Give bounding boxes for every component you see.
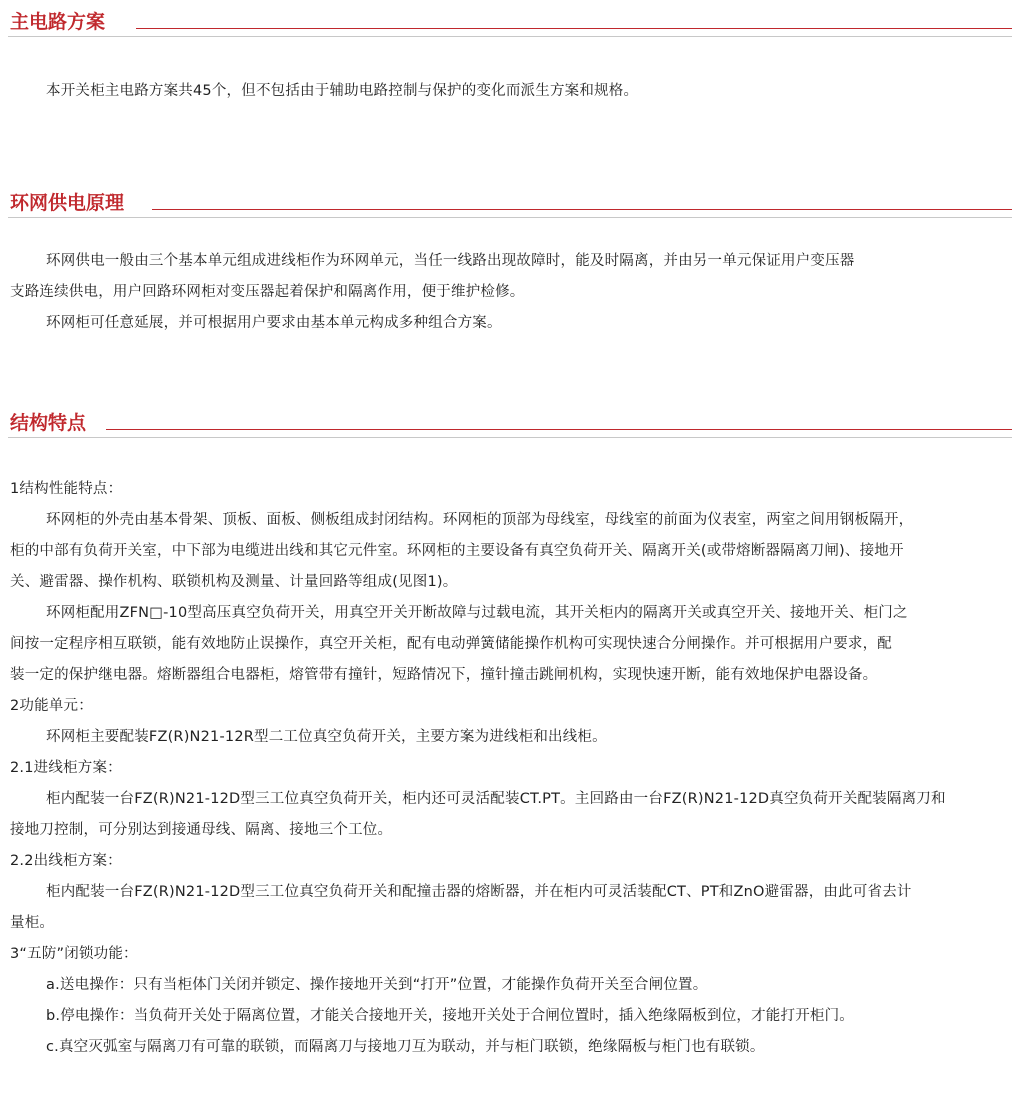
text-line: 环网柜配用ZFN□-10型高压真空负荷开关，用真空开关开断故障与过载电流，其开关柜内的隔离开关或真空开关、接地开关、柜门之 <box>46 605 908 621</box>
text-line: 环网柜主要配装FZ(R)N21-12R型二工位真空负荷开关，主要方案为进线柜和出线柜。 <box>46 729 607 745</box>
section-title: 环网供电原理 <box>10 192 125 214</box>
text-line: 环网柜可任意延展，并可根据用户要求由基本单元构成多种组合方案。 <box>46 315 502 331</box>
section-main-circuit <box>0 10 1030 46</box>
text-line: 柜内配装一台FZ(R)N21-12D型三工位真空负荷开关，柜内还可灵活配装CT.PT。主回路由一台FZ(R)N21-12D真空负荷开关配装隔离刀和 <box>46 791 946 807</box>
text-line: 量柜。 <box>10 915 55 931</box>
title-rule-gray <box>8 36 1012 37</box>
section-structure <box>0 411 1030 447</box>
title-rule-red <box>106 429 1012 430</box>
text-line: 支路连续供电，用户回路环网柜对变压器起着保护和隔离作用，便于维护检修。 <box>10 284 525 300</box>
title-rule-red <box>152 209 1012 210</box>
list-item: a.送电操作：只有当柜体门关闭并锁定、操作接地开关到“打开”位置，才能操作负荷开关至合闸位置。 <box>46 977 708 993</box>
text-line: 间按一定程序相互联锁，能有效地防止误操作，真空开关柜，配有电动弹簧储能操作机构可实现快速合分闸操作。并可根据用户要求，配 <box>10 636 892 652</box>
sub-heading: 3“五防”闭锁功能： <box>10 946 138 962</box>
ring-network-text <box>10 246 1014 339</box>
title-rule-red <box>136 28 1012 29</box>
sub-heading: 2.2出线柜方案： <box>10 853 122 869</box>
text-line: 装一定的保护继电器。熔断器组合电器柜，熔管带有撞针，短路情况下，撞针撞击跳闸机构，实现快速开断，能有效地保护电器设备。 <box>10 667 878 683</box>
text-line: 环网柜的外壳由基本骨架、顶板、面板、侧板组成封闭结构。环网柜的顶部为母线室，母线室的前面为仪表室，两室之间用钢板隔开， <box>46 512 914 528</box>
text-line: 关、避雷器、操作机构、联锁机构及测量、计量回路等组成(见图1)。 <box>10 574 458 590</box>
text-line: 环网供电一般由三个基本单元组成进线柜作为环网单元，当任一线路出现故障时，能及时隔离，并由另一单元保证用户变压器 <box>46 253 855 269</box>
sub-heading: 2功能单元： <box>10 698 93 714</box>
paragraph: 本开关柜主电路方案共45个，但不包括由于辅助电路控制与保护的变化而派生方案和规格。 <box>46 83 639 99</box>
title-rule-gray <box>8 437 1012 438</box>
sub-heading: 2.1进线柜方案： <box>10 760 122 776</box>
text-line: 柜内配装一台FZ(R)N21-12D型三工位真空负荷开关和配撞击器的熔断器，并在柜内可灵活装配CT、PT和ZnO避雷器，由此可省去计 <box>46 884 912 900</box>
text-line: 接地刀控制，可分别达到接通母线、隔离、接地三个工位。 <box>10 822 393 838</box>
list-item: b.停电操作：当负荷开关处于隔离位置，才能关合接地开关，接地开关处于合闸位置时，插入绝缘隔板到位，才能打开柜门。 <box>46 1008 855 1024</box>
section-title: 主电路方案 <box>10 11 106 33</box>
section-title: 结构特点 <box>10 412 87 434</box>
section-ring-network <box>0 191 1030 227</box>
sub-heading: 1结构性能特点： <box>10 481 123 497</box>
text-line: 柜的中部有负荷开关室，中下部为电缆进出线和其它元件室。环网柜的主要设备有真空负荷开关、隔离开关(或带熔断器隔离刀闸)、接地开 <box>10 543 904 559</box>
title-rule-gray <box>8 217 1012 218</box>
structure-text <box>10 474 1014 1063</box>
list-item: c.真空灭弧室与隔离刀有可靠的联锁，而隔离刀与接地刀互为联动，并与柜门联锁，绝缘隔板与柜门也有联锁。 <box>46 1039 765 1055</box>
